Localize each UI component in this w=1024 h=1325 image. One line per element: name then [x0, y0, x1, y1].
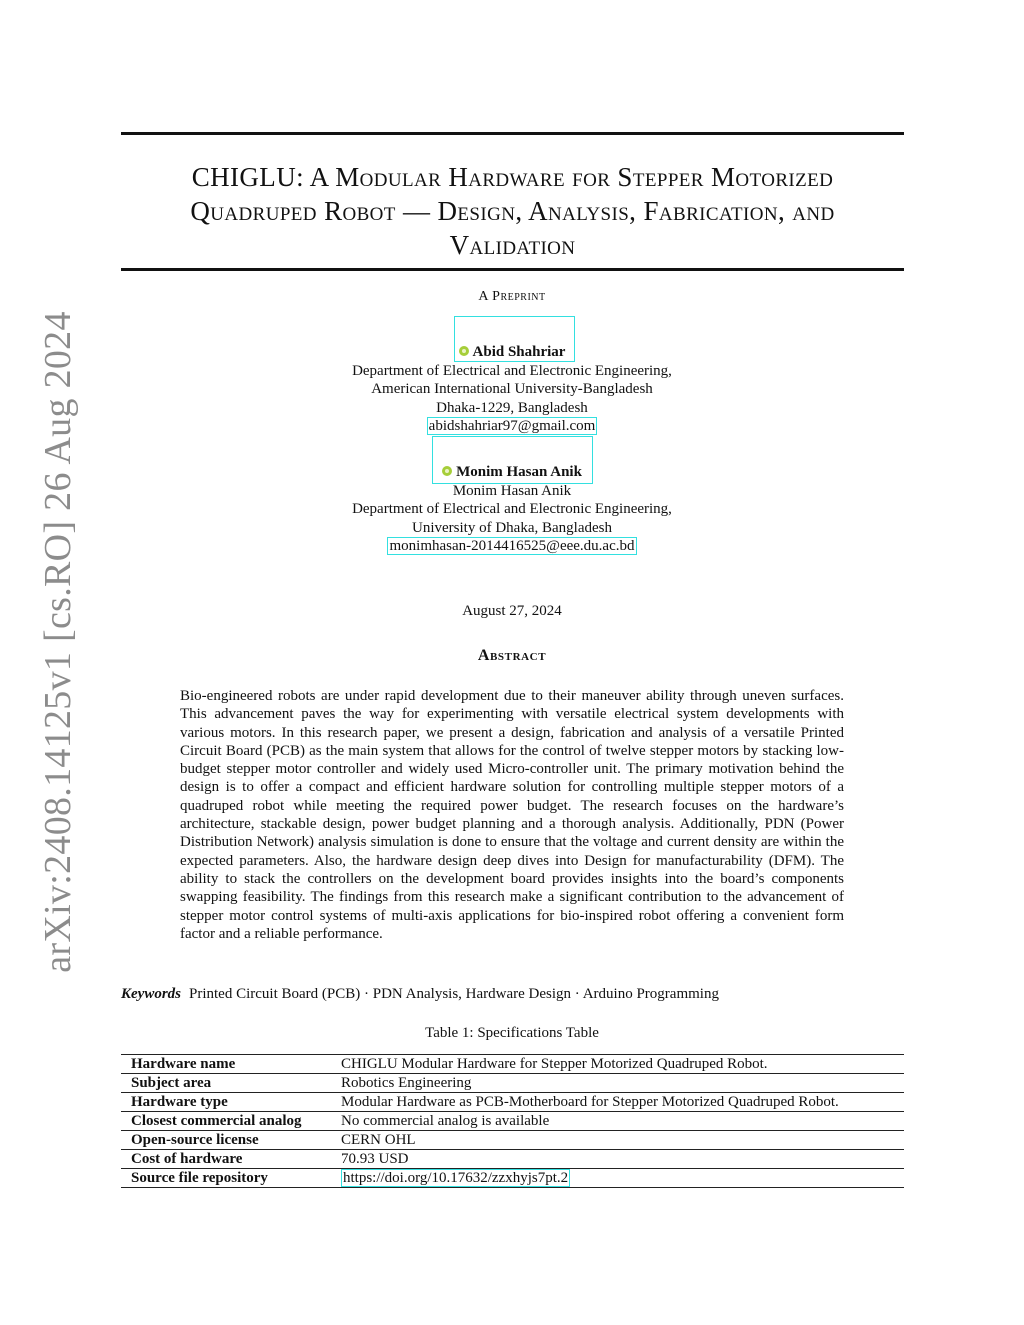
table-key-cell: Hardware name	[131, 1056, 236, 1072]
arxiv-side-stamp: arXiv:2408.14125v1 [cs.RO] 26 Aug 2024	[37, 311, 79, 973]
author-block	[0, 343, 1024, 436]
orcid-icon[interactable]	[442, 466, 452, 476]
preprint-label: A Preprint	[478, 289, 546, 304]
table-key-cell: Subject area	[131, 1075, 212, 1091]
table-key-cell: Open-source license	[131, 1132, 259, 1148]
table-key-cell: Closest commercial analog	[131, 1113, 302, 1129]
author-name[interactable]: Abid Shahriar	[472, 344, 566, 360]
table-value-cell: CERN OHL	[341, 1132, 416, 1148]
title-bottom-rule	[121, 268, 904, 271]
table-row	[121, 1150, 904, 1169]
author-email-link[interactable]: monimhasan-2014416525@eee.du.ac.bd	[389, 538, 635, 554]
affiliation-line: Department of Electrical and Electronic Engineering,	[352, 362, 672, 379]
affiliation-line: Dhaka-1229, Bangladesh	[436, 399, 588, 416]
author-block	[0, 463, 1024, 556]
affiliation-line: American International University-Bangladesh	[371, 381, 653, 397]
paper-title	[121, 160, 904, 262]
table-row	[121, 1093, 904, 1112]
abstract-text: Bio-engineered robots are under rapid development due to their maneuver ability through uneven surfaces. This advancement paves the way for experimenting with versatile electrical system developments with various motors. In this research paper, we present a design, fabrication and analysis of a versatile Printed Circuit Board (PCB) as the main system that allows for the control of twelve stepper motors by stacking low-budget stepper motor controller and widely used Micro-controller unit. The primary motivation behind the design is to offer a compact and efficient hardware solution for controlling multiple stepper motors of a quadruped robot while meeting the required power budget. The research focuses on the hardware’s architecture, stackable design, power budget planning and a thorough analysis. Additionally, PDN (Power Distribution Network) analysis simulation is done to ensure that the voltage and current density are within the expected parameters. Also, the hardware design deep dives into Design for manufacturability (DFM). The ability to stack the controllers on the development board provides insights into the board’s components swapping feasibility. The findings from this research make a significant contribution to the advancement of stepper motor control systems of multi-axis applications for bio-inspired robot offering a convenient form factor and a reliable performance.	[180, 688, 844, 942]
keywords-text: Printed Circuit Board (PCB) · PDN Analysis, Hardware Design · Arduino Programming	[189, 986, 719, 1002]
author-name[interactable]: Monim Hasan Anik	[456, 464, 582, 480]
table-value-cell	[331, 1169, 904, 1188]
table-row	[121, 1055, 904, 1074]
table-caption: Table 1: Specifications Table	[425, 1025, 599, 1041]
title-line: Quadruped Robot — Design, Analysis, Fabrication, and	[190, 196, 835, 226]
table-row	[121, 1112, 904, 1131]
table-row	[121, 1074, 904, 1093]
title-line: CHIGLU: A Modular Hardware for Stepper Motorized	[191, 162, 834, 192]
table-value-cell: CHIGLU Modular Hardware for Stepper Motorized Quadruped Robot.	[341, 1056, 768, 1072]
affiliation-line: Monim Hasan Anik	[452, 482, 572, 499]
title-line: Validation	[449, 230, 576, 260]
orcid-icon[interactable]	[459, 346, 469, 356]
table-key-cell: Hardware type	[131, 1094, 228, 1110]
table-key-cell: Cost of hardware	[131, 1151, 243, 1167]
repository-doi-link[interactable]: https://doi.org/10.17632/zzxhyjs7pt.2	[343, 1170, 569, 1186]
table-key-cell: Source file repository	[131, 1170, 268, 1186]
table-value-cell: Modular Hardware as PCB-Motherboard for Stepper Motorized Quadruped Robot.	[341, 1094, 839, 1110]
affiliation-line: Department of Electrical and Electronic Engineering,	[352, 501, 672, 517]
keywords-label: Keywords	[121, 986, 181, 1002]
specifications-table	[121, 1054, 904, 1188]
table-row	[121, 1169, 904, 1188]
abstract-heading: Abstract	[477, 647, 547, 664]
keywords-line	[121, 986, 719, 1003]
author-email-link[interactable]: abidshahriar97@gmail.com	[428, 418, 596, 434]
affiliation-line: University of Dhaka, Bangladesh	[412, 519, 612, 536]
table-row	[121, 1131, 904, 1150]
table-value-cell: No commercial analog is available	[341, 1113, 550, 1129]
table-value-cell: 70.93 USD	[341, 1151, 409, 1167]
paper-date: August 27, 2024	[462, 603, 562, 619]
title-top-rule	[121, 132, 904, 135]
table-value-cell: Robotics Engineering	[341, 1075, 472, 1091]
